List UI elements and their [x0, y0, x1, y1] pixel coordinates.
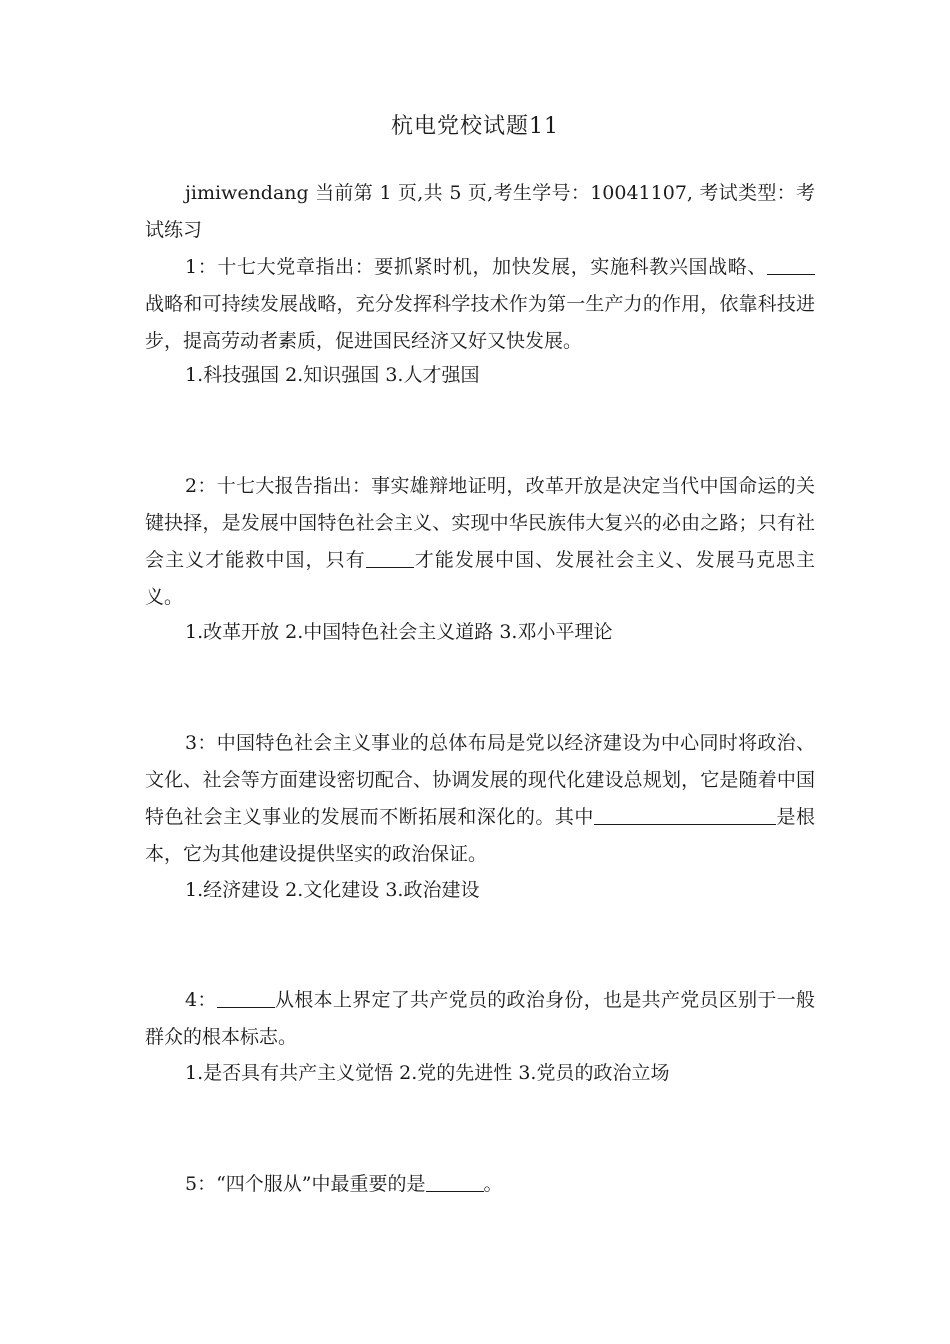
question-1-stem-after: 战略和可持续发展战略，充分发挥科学技术作为第一生产力的作用，依靠科技进步，提高劳动者素质，促进国民经济又好又快发展。: [145, 293, 815, 352]
question-5-stem-after: 。: [483, 1173, 503, 1195]
question-5-answer-blank[interactable]: [426, 1171, 484, 1192]
question-3-options: 1.经济建设 2.文化建设 3.政治建设: [185, 879, 480, 901]
question-4-stem-after: 从根本上界定了共产党员的政治身份，也是共产党员区别于一般群众的根本标志。: [145, 989, 815, 1048]
question-4-stem-before: 4：: [185, 989, 217, 1011]
question-3-stem-after: 是根本，它为其他建设提供坚实的政治保证。: [145, 806, 815, 865]
question-3-text: [145, 725, 815, 873]
question-5-stem-before: 5：“四个服从”中最重要的是: [185, 1173, 426, 1195]
question-2-answer-blank[interactable]: [366, 547, 414, 568]
question-3-stem-before: 3：中国特色社会主义事业的总体布局是党以经济建设为中心同时将政治、文化、社会等方面建设密切配合、协调发展的现代化建设总规划，它是随着中国特色社会主义事业的发展而不断拓展和深化的。其中: [145, 732, 815, 828]
document-title: 杭电党校试题11: [391, 114, 559, 139]
question-1-answer-blank[interactable]: [767, 254, 815, 275]
question-2-options: 1.改革开放 2.中国特色社会主义道路 3.邓小平理论: [185, 621, 613, 643]
exam-meta-info: jimiwendang 当前第 1 页,共 5 页,考生学号：10041107, 考试类型：考试练习: [145, 182, 815, 241]
question-2-stem-after: 才能发展中国、发展社会主义、发展马克思主义。: [145, 549, 815, 608]
question-1-options: 1.科技强国 2.知识强国 3.人才强国: [185, 364, 480, 386]
question-4-answer-blank[interactable]: [217, 987, 275, 1008]
question-2-stem-before: 2：十七大报告指出：事实雄辩地证明，改革开放是决定当代中国命运的关键抉择，是发展中国特色社会主义、实现中华民族伟大复兴的必由之路；只有社会主义才能救中国，只有: [145, 475, 815, 571]
question-5-text: [145, 1166, 815, 1203]
question-2-text: [145, 468, 815, 616]
question-4-options: 1.是否具有共产主义觉悟 2.党的先进性 3.党员的政治立场: [185, 1062, 670, 1084]
question-1-text: [145, 249, 815, 360]
question-1-stem-before: 1：十七大党章指出：要抓紧时机，加快发展，实施科教兴国战略、: [185, 256, 767, 278]
question-3-answer-blank[interactable]: [594, 804, 776, 825]
question-4-text: [145, 982, 815, 1056]
